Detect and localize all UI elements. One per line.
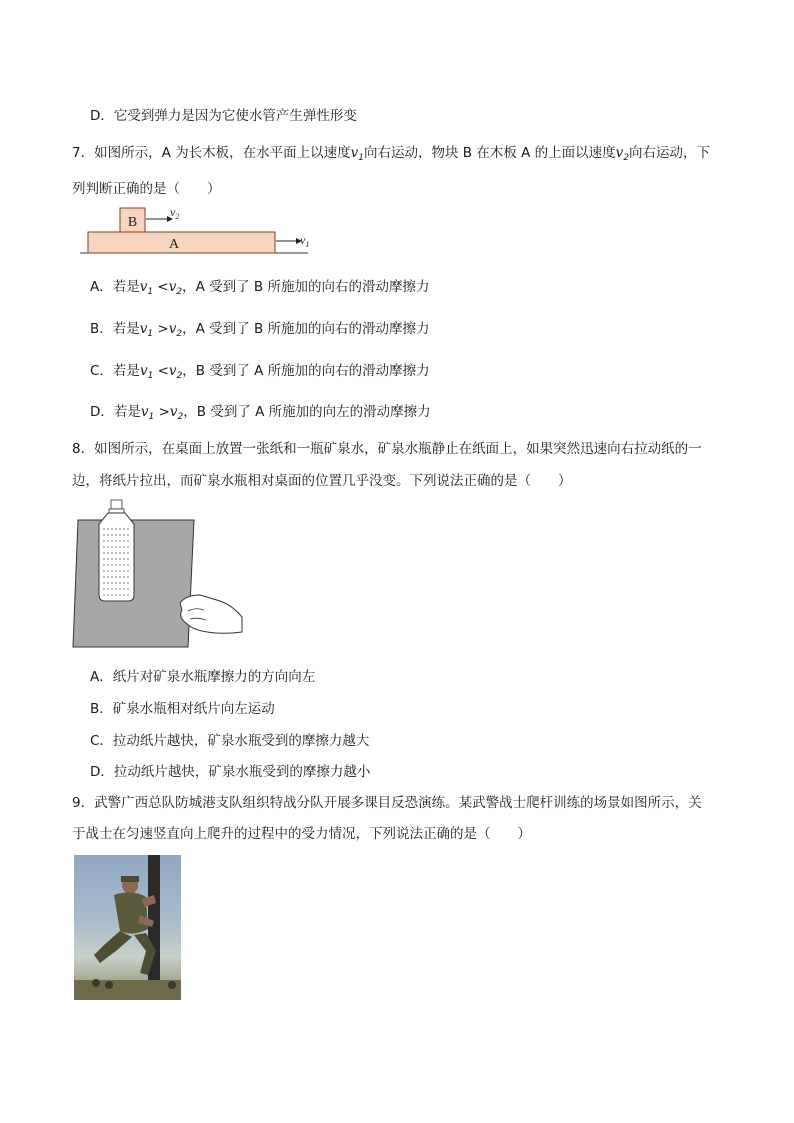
bottle-cap bbox=[111, 500, 122, 509]
board-a-label: A bbox=[168, 237, 180, 252]
q7-option-d: D．若是$v_1 >v_2$，B 受到了 A 所施加的向左的滑动摩擦力 bbox=[90, 404, 431, 422]
v1-label: $v_1$ bbox=[300, 233, 310, 249]
q7-stem-line2: 列判断正确的是（ ） bbox=[72, 181, 221, 197]
q7-figure-board-block bbox=[80, 200, 320, 260]
q7-option-b: B．若是$v_1 >v_2$，A 受到了 B 所施加的向右的滑动摩擦力 bbox=[90, 321, 430, 339]
block-b-label: B bbox=[127, 215, 138, 230]
q8-option-d: D．拉动纸片越快，矿泉水瓶受到的摩擦力越小 bbox=[90, 764, 371, 780]
q8-option-c: C．拉动纸片越快，矿泉水瓶受到的摩擦力越大 bbox=[90, 733, 370, 749]
q9-stem-line1: 9．武警广西总队防城港支队组织特战分队开展多课目反恐演练。某武警战士爬杆训练的场景如图所示，关 bbox=[72, 795, 702, 811]
q7-option-c: C．若是$v_1 <v_2$，B 受到了 A 所施加的向右的滑动摩擦力 bbox=[90, 363, 430, 381]
q8-option-a: A．纸片对矿泉水瓶摩擦力的方向向左 bbox=[90, 669, 316, 685]
q9-stem-line2: 于战士在匀速竖直向上爬升的过程中的受力情况，下列说法正确的是（ ） bbox=[72, 826, 531, 842]
q8-option-b: B．矿泉水瓶相对纸片向左运动 bbox=[90, 701, 275, 717]
q7-option-a: A．若是$v_1 <v_2$，A 受到了 B 所施加的向右的滑动摩擦力 bbox=[90, 279, 430, 297]
q7-stem-line1: 7．如图所示，A 为长木板，在水平面上以速度$v_1$向右运动，物块 B 在木板 A 的上面以速度$v_2$向右运动，下 bbox=[72, 145, 711, 163]
photo-illustration bbox=[74, 855, 181, 1000]
q8-figure-bottle-paper bbox=[70, 497, 250, 652]
v2-label: $v_2$ bbox=[170, 205, 180, 221]
q9-photo-soldier-climbing bbox=[74, 855, 181, 1000]
board-a bbox=[88, 232, 275, 253]
q8-stem-line1: 8．如图所示，在桌面上放置一张纸和一瓶矿泉水，矿泉水瓶静止在纸面上，如果突然迅速向右拉动纸的一 bbox=[72, 441, 702, 457]
q8-stem-line2: 边，将纸片拉出，而矿泉水瓶相对桌面的位置几乎没变。下列说法正确的是（ ） bbox=[72, 473, 572, 489]
q6-option-d: D．它受到弹力是因为它使水管产生弹性形变 bbox=[90, 108, 357, 124]
bottle-body bbox=[99, 513, 134, 601]
climbing-pole bbox=[148, 855, 160, 1000]
